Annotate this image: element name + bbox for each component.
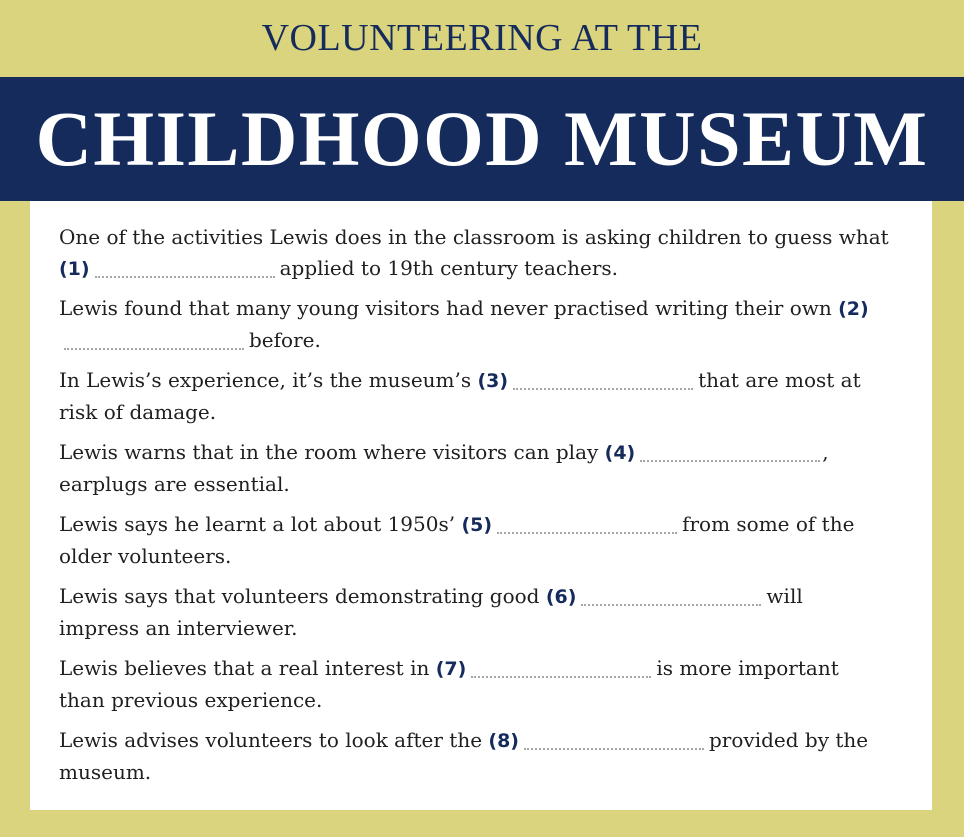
answer-blank-3[interactable] [513,387,693,390]
question-7-text-before: Lewis believes that a real interest in [59,656,430,680]
question-5 [59,509,889,572]
answer-blank-6[interactable] [581,603,761,606]
answer-blank-4[interactable] [640,459,820,462]
question-1-text-before: One of the activities Lewis does in the classroom is asking children to guess what [59,225,889,249]
question-8-text-after: provided by the museum. [59,728,869,784]
question-6-text-after: will impress an interviewer. [59,584,803,640]
question-8-text-before: Lewis advises volunteers to look after the [59,728,483,752]
question-7-number: (7) [435,658,467,680]
answer-blank-2[interactable] [64,347,244,350]
question-1-number: (1) [59,258,90,280]
question-2-number: (2) [838,298,869,320]
question-4-text-after: , earplugs are essential. [59,440,829,496]
answer-blank-7[interactable] [471,675,651,678]
question-7 [59,653,889,716]
question-1-text-after: applied to 19th century teachers. [279,256,619,280]
question-6-text-before: Lewis says that volunteers demonstrating good [59,584,540,608]
question-8-number: (8) [488,730,519,752]
question-8 [59,725,889,788]
question-6 [59,581,889,644]
banner-title: CHILDHOOD MUSEUM [35,95,929,182]
question-2-text-before: Lewis found that many young visitors had never practised writing their own [59,296,832,320]
question-6-number: (6) [545,586,577,608]
question-5-text-before: Lewis says he learnt a lot about 1950s’ [59,512,456,536]
answer-blank-1[interactable] [95,275,275,278]
title-banner [0,77,964,201]
questions-panel [30,201,932,810]
question-2-text-after: before. [249,328,321,352]
answer-blank-5[interactable] [497,531,677,534]
question-5-text-after: from some of the older volunteers. [59,512,855,568]
question-3-number: (3) [477,370,509,392]
question-7-text-after: is more important than previous experience. [59,656,839,712]
question-3 [59,365,889,428]
question-4-text-before: Lewis warns that in the room where visitors can play [59,440,599,464]
question-5-number: (5) [461,514,493,536]
answer-blank-8[interactable] [524,747,704,750]
question-1 [59,222,889,285]
question-4-number: (4) [604,442,636,464]
question-3-text-before: In Lewis’s experience, it’s the museum’s [59,368,472,392]
question-2 [59,293,889,356]
header-top-line: VOLUNTEERING AT THE [261,17,703,59]
question-4 [59,437,889,500]
question-3-text-after: that are most at risk of damage. [59,368,861,424]
